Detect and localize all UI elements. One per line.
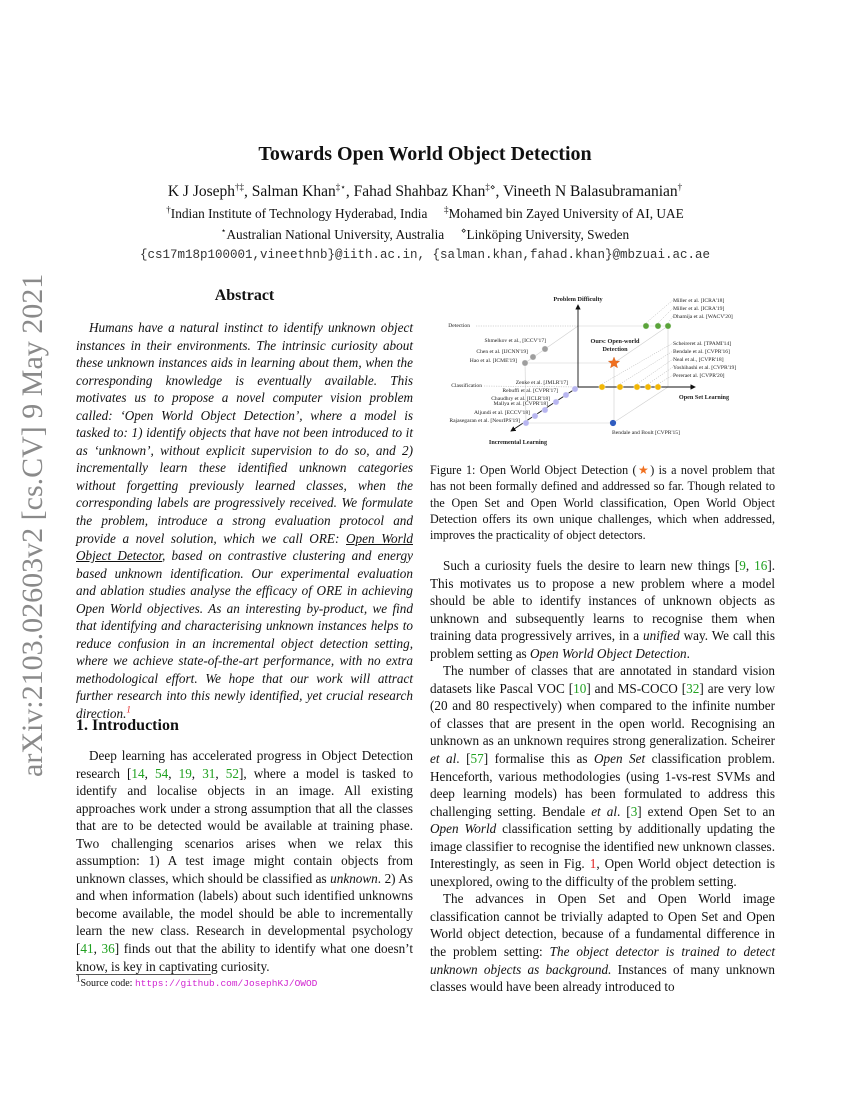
method-label: Scheireret al. [TPAMI'14] xyxy=(673,341,732,347)
aff-mark: ⋆ xyxy=(220,225,227,236)
paragraph xyxy=(430,662,775,890)
figure-1-diagram xyxy=(430,285,790,450)
text-run: classification setting by additionally updating the image classifier to recognise the identified new unknown classes. Interestingly, as seen in Fig. xyxy=(430,821,775,872)
affiliation: Australian National University, Australia xyxy=(226,227,445,242)
emphasis: Open Set xyxy=(593,751,646,767)
text-run: , Open World object detection is unexplored, owing to the difficulty of the problem setting. xyxy=(430,856,776,889)
text-run: Figure 1: Open World Object Detection ( xyxy=(430,463,637,477)
method-dot xyxy=(599,384,605,390)
author: Salman Khan xyxy=(251,183,336,200)
method-dot xyxy=(553,399,559,405)
text-run: classification problem. Henceforth, various methodologies (using 1-vs-rest SVMs and deep learning models) has been formulated to address this challenging setting. Bendale xyxy=(430,751,775,819)
text-run: ], where a model is tasked to identify and localise objects in an image. All existing approaches work under a strong assumption that all the classes that are to be detected would be available at training phase. Two challenging scenarios arises when we relax this assumption: 1) A test image might contain objects from unknown classes, which should be classified as xyxy=(76,765,414,886)
method-label: Yoshihashi et al. [CVPR'19] xyxy=(673,365,737,371)
method-label: Mallya et al. [CVPR'18] xyxy=(493,401,548,407)
open-world-classification-dot xyxy=(610,420,616,426)
right-column-text xyxy=(430,557,775,996)
method-label: Shmelkov et al., [ICCV'17] xyxy=(484,338,546,344)
citation-link[interactable]: 54 xyxy=(155,765,169,781)
footnote-label: Source code: xyxy=(80,978,135,989)
method-label: Rajasegaran et al. [NeurIPS'19] xyxy=(449,418,520,424)
text-run: , xyxy=(191,765,203,781)
citation-link[interactable]: 52 xyxy=(225,765,239,781)
text-run: ] formalise this as xyxy=(483,751,594,767)
introduction-heading: 1. Introduction xyxy=(76,717,179,734)
paragraph xyxy=(430,557,775,662)
method-label: Dhamija et al. [WACV'20] xyxy=(673,314,733,320)
method-label: Zenke et al. [JMLR'17] xyxy=(515,380,568,386)
text-run: . xyxy=(686,645,690,661)
emphasis: et al xyxy=(430,751,457,767)
text-run: ] and MS-COCO [ xyxy=(586,680,687,696)
author: Fahad Shahbaz Khan xyxy=(353,183,486,200)
author-mark: †‡ xyxy=(235,181,245,192)
method-label: Bendale et al. [CVPR'16] xyxy=(673,349,730,355)
citation-link[interactable]: 57 xyxy=(470,751,484,767)
emphasis: Open World Object Detection xyxy=(530,645,687,661)
method-dot xyxy=(634,384,640,390)
method-dot xyxy=(655,384,661,390)
emphasis: The object detector is trained to detect unknown objects as background. xyxy=(430,944,776,977)
method-dot xyxy=(563,392,569,398)
method-dot xyxy=(542,346,548,352)
star-icon: ★ xyxy=(636,463,651,477)
figure-1-caption xyxy=(430,462,775,543)
aff-mark: ⋄ xyxy=(460,225,467,236)
citation-link[interactable]: 32 xyxy=(686,680,700,696)
author: K J Joseph xyxy=(167,183,236,200)
introduction-text xyxy=(76,747,413,975)
emphasis: unknown xyxy=(330,870,378,886)
method-dot xyxy=(532,413,538,419)
citation-link[interactable]: 31 xyxy=(202,765,216,781)
text-run: Deep learning has accelerated progress in Object Detection research [ xyxy=(76,748,413,781)
citation-link[interactable]: 41 xyxy=(80,941,94,957)
method-dot xyxy=(572,386,578,392)
footnote-mark: 1 xyxy=(76,973,81,984)
paragraph xyxy=(76,319,413,723)
emphasis: Open World xyxy=(430,821,497,837)
text-run: , xyxy=(215,765,226,781)
method-dot xyxy=(643,323,649,329)
text-run: , xyxy=(745,558,755,573)
author-list: K J Joseph†‡, Salman Khan‡⋆, Fahad Shahbaz Khan‡⋄, Vineeth N Balasubramanian† xyxy=(167,181,683,200)
footnote xyxy=(76,973,318,989)
affiliations-line-2 xyxy=(0,227,850,243)
citation-link[interactable]: 19 xyxy=(178,765,192,781)
method-label: Neal et al., [CVPR'18] xyxy=(673,357,724,363)
classification-level-label: Classification xyxy=(451,383,482,389)
author-mark: † xyxy=(677,181,683,192)
citation-link[interactable]: 10 xyxy=(573,680,587,696)
footnote-rule xyxy=(76,974,211,975)
leader-line xyxy=(637,359,673,384)
author: Vineeth N Balasubramanian xyxy=(502,183,678,200)
text-run: The number of classes that are annotated in standard vision datasets like Pascal VOC [ xyxy=(430,663,775,696)
method-dot xyxy=(665,323,671,329)
author-mark: ‡⋄ xyxy=(485,181,496,192)
text-run: , xyxy=(93,941,102,957)
citation-link[interactable]: 36 xyxy=(101,941,115,957)
method-label: Pereraet al. [CVPR'20] xyxy=(673,373,725,379)
text-run: ] are very low (20 and 80 respectively) when compared to the infinite number of classes that are present in the open world. Recognising an unknown as an unknown requires strong generalization. Scheirer xyxy=(430,680,775,749)
aff-mark: † xyxy=(166,204,171,215)
arxiv-watermark: arXiv:2103.02603v2 [cs.CV] 9 May 2021 xyxy=(16,273,49,777)
paragraph xyxy=(76,747,413,975)
leader-line xyxy=(658,375,673,384)
method-label: Miller et al. [ICRA'18] xyxy=(673,298,725,304)
paper-title: Towards Open World Object Detection xyxy=(258,143,592,165)
leader-line xyxy=(658,308,673,323)
method-dot xyxy=(542,407,548,413)
leader-line xyxy=(646,300,673,323)
citation-link[interactable]: 9 xyxy=(739,558,746,573)
source-code-link[interactable]: https://github.com/JosephKJ/OWOD xyxy=(134,978,318,989)
text-run: ]. This motivates us to propose a new problem where a model should be able to identify instances of unknown objects as unknown and subsequently learns to recognise them when training data progressively arrives, in a xyxy=(430,558,776,644)
leader-line xyxy=(620,351,673,384)
text-run: . 2) As and when information (labels) about such identified unknowns become available, the model should be able to incrementally learn the new class. Research in developmental psychology [ xyxy=(76,870,413,957)
y-axis-label: Problem Difficulty xyxy=(553,296,603,303)
leader-line xyxy=(648,367,673,384)
text-run: ) is a novel problem that has not been formally defined and addressed so far. Though related to the Open Set and Open World classification, Open World Object Detection offers its own unique challenges, which when addressed, improves the practicality of object detectors. xyxy=(430,463,775,543)
method-label: Hao et al. [ICME'19] xyxy=(469,358,517,364)
method-label: Miller et al. [ICRA'19] xyxy=(673,306,725,312)
method-label: Aljundi et al. [ECCV'18] xyxy=(473,410,530,416)
emphasis: unified xyxy=(643,628,680,644)
figure-ref-link[interactable]: 1 xyxy=(589,856,597,872)
z-axis-label: Incremental Learning xyxy=(488,439,548,446)
method-label: Rebuffi et al. [CVPR'17] xyxy=(502,388,558,394)
ours-label: Detection xyxy=(602,346,628,353)
abstract-heading: Abstract xyxy=(214,287,275,304)
affiliation: Mohamed bin Zayed University of AI, UAE xyxy=(448,206,684,221)
text-run: . [ xyxy=(616,803,631,819)
method-dot xyxy=(522,360,528,366)
paragraph xyxy=(430,890,775,995)
open-world-method-label: Bendale and Boult [CVPR'15] xyxy=(612,430,680,436)
text-run: , xyxy=(144,765,156,781)
affiliation: Indian Institute of Technology Hyderabad, India xyxy=(170,206,428,221)
classification-level-line xyxy=(484,386,578,387)
method-label: Chen et al. [IJCNN'19] xyxy=(476,349,528,355)
x-axis-label: Open Set Learning xyxy=(678,394,730,401)
method-dot xyxy=(645,384,651,390)
method-dot xyxy=(617,384,623,390)
citation-link[interactable]: 14 xyxy=(131,765,145,781)
text-run: , xyxy=(168,765,179,781)
text-run: Humans have a natural instinct to identify unknown object instances in their environments. The intrinsic curiosity about these unknown instances aids in learning about them, when the corresponding knowledge is eventually available. This motivates us to propose a novel computer vision problem called: ‘Open World Object Detection’, where a model is tasked to: 1) identify objects that have not been introduced to it as ‘unknown’, without explicit supervision to do so, and 2) incrementally learn these identified unknown categories without forgetting previously learned classes, when the corresponding labels are progressively received. We formulate the problem, introduce a strong evaluation protocol and provide a novel solution, which we call ORE: xyxy=(76,320,413,546)
aff-mark: ‡ xyxy=(443,204,449,215)
text-run: , based on contrastive clustering and energy based unknown identification. Our experimental evaluation and ablation studies analyse the efficacy of ORE in achieving Open World objectives. As an interesting by-product, we find that identifying and characterising unknown instances helps to reduce confusion in an incremental object detection setting, where we achieve state-of-the-art performance, with no extra methodological effort. We hope that our work will attract further research into this newly identified, yet crucial research direction. xyxy=(76,548,413,722)
detection-level-label: Detection xyxy=(448,323,470,329)
text-run: ] extend Open Set to an xyxy=(637,803,775,819)
text-run: way. We call this problem setting as xyxy=(430,628,775,661)
text-run: Instances of many unknown classes would have been already introduced to xyxy=(430,961,776,995)
method-dot xyxy=(530,354,536,360)
method-dot xyxy=(523,420,529,426)
guide-line xyxy=(613,387,668,423)
underlined-text: Open World Object Detector xyxy=(76,530,413,564)
text-run: . [ xyxy=(456,751,471,767)
citation-link[interactable]: 3 xyxy=(630,803,638,819)
text-run: Such a curiosity fuels the desire to learn new things [ xyxy=(443,558,740,573)
paragraph xyxy=(430,462,775,543)
method-dot xyxy=(655,323,661,329)
author-emails: {cs17m18p100001,vineethnb}@iith.ac.in, {salman.khan,fahad.khan}@mbzuai.ac.ae xyxy=(139,248,711,262)
ours-label: Ours: Open-world xyxy=(590,338,640,345)
text-run: The advances in Open Set and Open World image classification cannot be trivially adapted to Open Set and Open World object detection, because of a fundamental difference in the problem setting: xyxy=(430,891,775,960)
footnote-ref[interactable]: 1 xyxy=(126,704,131,715)
author-mark: ‡⋆ xyxy=(335,181,346,192)
abstract-text xyxy=(76,319,413,723)
affiliation: Linköping University, Sweden xyxy=(466,227,630,242)
emphasis: et al xyxy=(591,803,617,819)
method-label: Chaudhry et al. [ICLR'18] xyxy=(491,396,550,402)
citation-link[interactable]: 16 xyxy=(754,558,768,573)
text-run: ] finds out that the ability to identify what one doesn’t know, is key in captivating curiosity. xyxy=(76,941,414,974)
affiliations-line-1 xyxy=(0,206,850,222)
